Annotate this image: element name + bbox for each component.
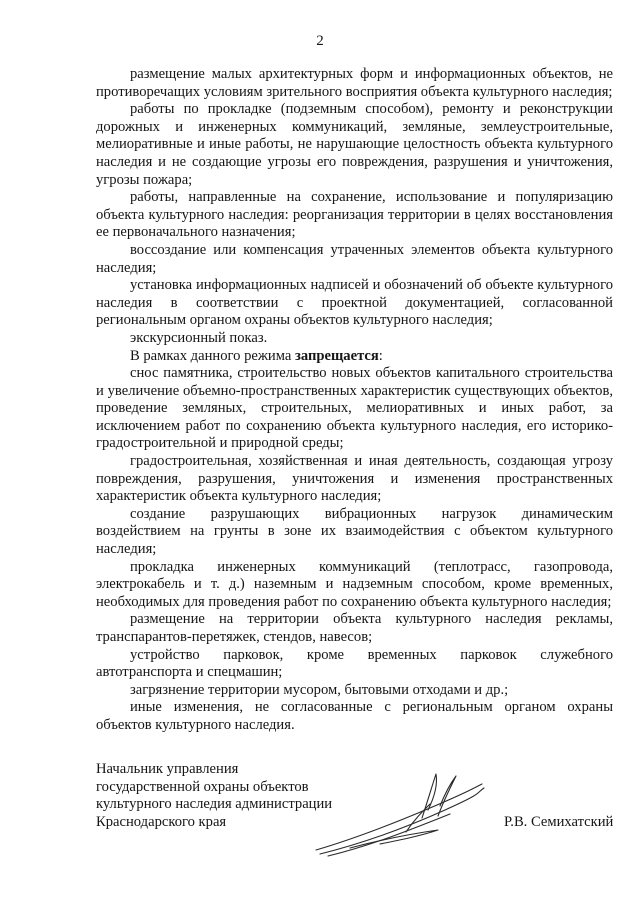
paragraph: установка информационных надписей и обозначений об объекте культурного наследия в соответствии с проектной документацией, согласованной региональным органом охраны объектов культурного наследия; [96, 277, 613, 329]
signatory-title [96, 761, 332, 831]
signatory-title-line: Краснодарского края [96, 813, 227, 830]
prohibited-item: снос памятника, строительство новых объектов капитального строительства и увеличение объемно-пространственных характеристик существующих объектов, проведение земляных, строительных, мелиоративных и иных работ, за исключением работ по сохранению объекта культурного наследия, его историко-градостроительной и природной среды; [96, 365, 613, 452]
prohibited-keyword: запрещается [295, 347, 379, 364]
document-body [96, 66, 613, 735]
signatory-title-line: культурного наследия администрации [96, 796, 333, 813]
signatory-title-line: Начальник управления [96, 761, 239, 777]
prohibited-item: иные изменения, не согласованные с региональным органом охраны объектов культурного наследия. [96, 699, 613, 733]
page-number: 2 [316, 33, 324, 49]
prohibited-item: градостроительная, хозяйственная и иная деятельность, создающая угрозу повреждения, разрушения, уничтожения и изменения пространственных характеристик объекта культурного наследия; [96, 453, 613, 505]
prohibited-intro-text: В рамках данного режима [130, 347, 295, 364]
paragraph: экскурсионный показ. [130, 329, 268, 346]
paragraph: воссоздание или компенсация утраченных элементов объекта культурного наследия; [96, 241, 613, 276]
prohibited-item: создание разрушающих вибрационных нагрузок динамическим воздействием на грунты в зоне их взаимодействия с объектом культурного наследия; [96, 505, 613, 558]
paragraph: размещение малых архитектурных форм и информационных объектов, не противоречащих условиям зрительного восприятия объекта культурного наследия; [96, 66, 613, 100]
prohibited-item: размещение на территории объекта культурного наследия рекламы, транспарантов-перетяжек, стендов, навесов; [96, 611, 613, 645]
prohibited-item: прокладка инженерных коммуникаций (теплотрасс, газопровода, электрокабель и т. д.) наземным и надземным способом, кроме временных, необходимых для проведения работ по сохранению объекта культурного наследия; [96, 558, 613, 610]
signatory-name: Р.В. Семихатский [504, 814, 614, 830]
paragraph: работы, направленные на сохранение, использование и популяризацию объекта культурного наследия: реорганизация территории в целях восстановления ее первоначального назначения; [96, 189, 613, 241]
prohibited-intro [96, 348, 613, 366]
handwritten-signature [310, 770, 490, 860]
prohibited-item: загрязнение территории мусором, бытовыми отходами и др.; [130, 681, 509, 698]
paragraph: работы по прокладке (подземным способом), ремонту и реконструкции дорожных и инженерных коммуникаций, земляные, землеустроительные, мелиоративные и иные работы, не нарушающие целостность объекта культурного наследия и не создающие угрозы его повреждения, разрушения и уничтожения, угрозы пожара; [96, 101, 613, 188]
signatory-title-line: государственной охраны объектов [96, 778, 309, 795]
prohibited-item: устройство парковок, кроме временных парковок служебного автотранспорта и спецмашин; [96, 646, 613, 681]
prohibited-intro-colon: : [378, 347, 383, 364]
